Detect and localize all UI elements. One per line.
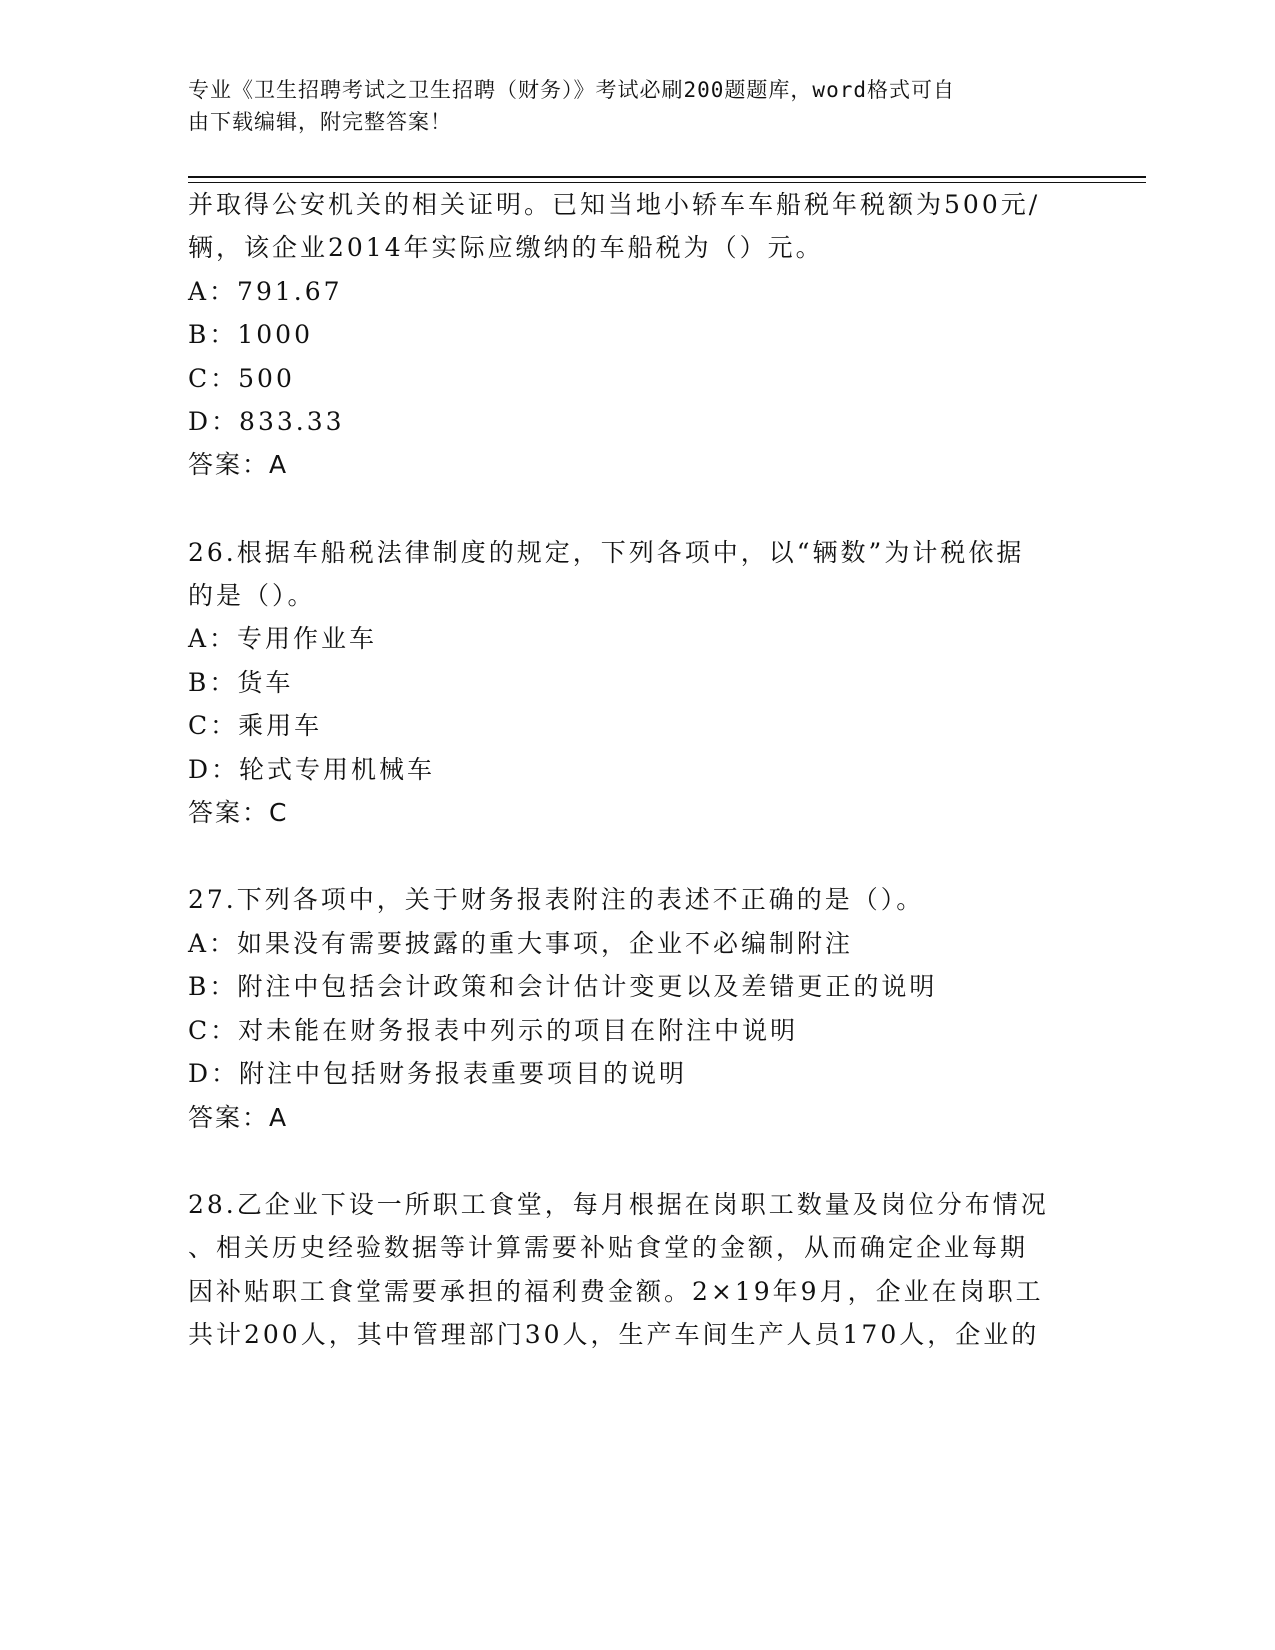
q26-option-b: B：货车 (188, 668, 294, 697)
q28-stem-line-3: 因补贴职工食堂需要承担的福利费金额。2×19年9月，企业在岗职工 (188, 1277, 1044, 1306)
q26-stem-line-2: 的是（）。 (188, 581, 316, 610)
q25-stem-line-1: 并取得公安机关的相关证明。已知当地小轿车车船税年税额为500元/ (188, 190, 1041, 219)
q25-option-a: A：791.67 (188, 277, 343, 306)
header-line-2: 由下载编辑，附完整答案！ (188, 110, 452, 134)
q26-answer: 答案：C (188, 798, 289, 827)
q27-option-c: C：对未能在财务报表中列示的项目在附注中说明 (188, 1016, 799, 1045)
q27-answer: 答案：A (188, 1103, 289, 1132)
q25-option-b: B：1000 (188, 320, 313, 349)
q26-stem-line-1: 26.根据车船税法律制度的规定，下列各项中，以“辆数”为计税依据 (188, 538, 1025, 567)
header-rule-thick (188, 176, 1146, 178)
document-header (188, 74, 1068, 138)
q26-option-d: D：轮式专用机械车 (188, 755, 436, 784)
q27-option-a: A：如果没有需要披露的重大事项，企业不必编制附注 (188, 929, 854, 958)
q26-option-c: C：乘用车 (188, 711, 323, 740)
q28-stem-line-1: 28.乙企业下设一所职工食堂，每月根据在岗职工数量及岗位分布情况 (188, 1190, 1049, 1219)
q25-answer: 答案：A (188, 450, 289, 479)
header-line-1: 专业《卫生招聘考试之卫生招聘（财务）》考试必刷200题题库，word格式可自 (188, 78, 955, 102)
q25-stem-line-2: 辆，该企业2014年实际应缴纳的车船税为（）元。 (188, 233, 824, 262)
q27-option-b: B：附注中包括会计政策和会计估计变更以及差错更正的说明 (188, 972, 938, 1001)
header-rule-thin (188, 182, 1146, 183)
q27-stem-line-1: 27.下列各项中，关于财务报表附注的表述不正确的是（）。 (188, 885, 925, 914)
q25-option-d: D：833.33 (188, 407, 345, 436)
q27-option-d: D：附注中包括财务报表重要项目的说明 (188, 1059, 688, 1088)
q25-option-c: C：500 (188, 364, 295, 393)
q26-option-a: A：专用作业车 (188, 624, 378, 653)
q28-stem-line-2: 、相关历史经验数据等计算需要补贴食堂的金额，从而确定企业每期 (188, 1233, 1029, 1262)
q28-stem-line-4: 共计200人，其中管理部门30人，生产车间生产人员170人，企业的 (188, 1320, 1040, 1349)
